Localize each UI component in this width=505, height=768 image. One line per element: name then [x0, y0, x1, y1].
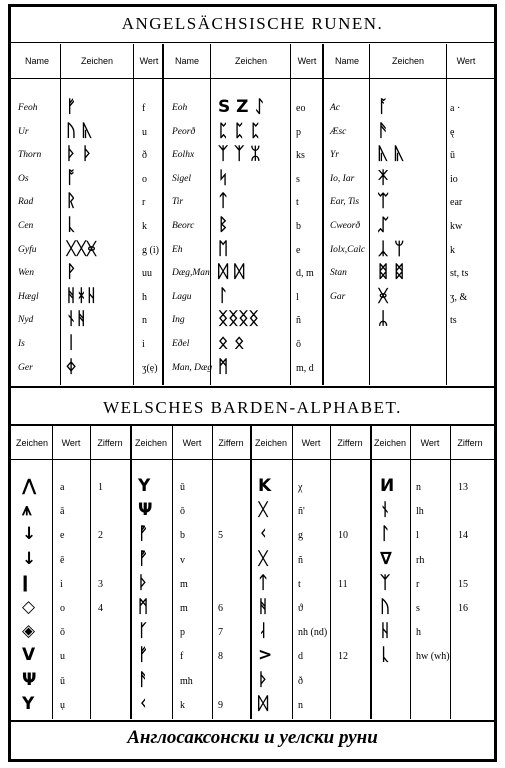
bard-glyph: ᚢ: [380, 597, 391, 617]
rune-glyph: S Z ᛇ: [218, 97, 265, 117]
rune-value: o: [142, 173, 147, 185]
rune-value: ear: [450, 197, 463, 209]
rune-value: g (i): [142, 244, 159, 256]
bard-glyph: ᚻ: [258, 597, 269, 617]
rune-glyph: ᚪ: [378, 97, 389, 117]
rune-name: Rad: [18, 197, 34, 208]
column-divider: [292, 426, 293, 719]
divider: [10, 459, 495, 460]
rune-name: Gyfu: [18, 244, 37, 255]
rune-name: Ger: [18, 362, 33, 373]
column-divider: [450, 426, 451, 719]
bard-value: s: [416, 603, 420, 614]
bard-value: v: [180, 554, 185, 566]
column-header: Zeichen: [80, 56, 114, 66]
rune-name: Beorc: [172, 221, 195, 231]
rune-glyph: ᚾᚻ: [66, 309, 87, 330]
rune-name: Æsc: [330, 126, 347, 137]
bard-value: p: [180, 627, 185, 639]
rune-value: io: [450, 173, 458, 185]
rune-value: p: [296, 126, 301, 138]
rune-name: Thorn: [18, 150, 42, 161]
bard-value: f: [180, 651, 184, 663]
bard-value: e: [60, 530, 65, 542]
bard-value: i: [60, 578, 63, 590]
bard-value: r: [416, 578, 420, 590]
rune-name: Feoh: [18, 103, 38, 113]
rune-value: ks: [296, 150, 305, 162]
bard-glyph: ᛚ: [380, 524, 391, 545]
rune-name: Peorð: [172, 126, 196, 137]
bard-glyph: ᚷ: [258, 500, 269, 521]
rune-glyph: ᛗ: [218, 356, 229, 377]
bard-glyph: ᚳ: [380, 645, 391, 666]
rune-name: Ac: [330, 103, 341, 113]
rune-value: ʒ(ẹ): [142, 362, 158, 374]
column-header: Wert: [182, 438, 202, 448]
bard-glyph: ᛏ: [258, 572, 269, 593]
divider: [10, 42, 495, 43]
rune-name: Cen: [18, 221, 34, 231]
column-header: Zeichen: [134, 438, 168, 448]
rune-value: k: [142, 221, 147, 232]
column-header: Zeichen: [254, 438, 288, 448]
rune-value: a ·: [450, 103, 461, 114]
bard-glyph: ᚡ: [138, 548, 149, 569]
bard-value: ñ: [298, 554, 303, 566]
bard-number: 5: [218, 530, 223, 542]
rune-glyph: ᛄ: [66, 356, 77, 377]
column-header: Name: [24, 56, 49, 66]
bard-number: 3: [98, 578, 103, 590]
rune-glyph: ᚦ ᚦ: [66, 144, 93, 165]
bard-value: n: [416, 482, 421, 493]
bard-number: 8: [218, 651, 223, 663]
rune-glyph: ᛚ: [218, 285, 229, 306]
column-header: Wert: [61, 438, 81, 448]
rune-name: Os: [18, 173, 29, 184]
bard-value: χ: [298, 482, 303, 493]
rune-glyph: ᛟ ᛟ: [218, 333, 245, 353]
rune-glyph: ᚢ ᚣ: [66, 120, 93, 141]
column-divider: [162, 44, 164, 385]
column-header: Name: [334, 56, 359, 66]
rune-name: Eh: [172, 244, 183, 255]
rune-glyph: ᛉ ᛉ ᛯ: [218, 144, 261, 165]
rune-glyph: ᚱ: [66, 191, 77, 212]
bard-value: l: [416, 530, 419, 542]
rune-value: d, m: [296, 268, 314, 280]
column-divider: [172, 426, 173, 719]
bard-glyph: ∇: [380, 548, 392, 569]
rune-value: b: [296, 221, 301, 232]
bard-value: mh: [180, 675, 193, 687]
bard-glyph: ᚠ: [138, 645, 149, 666]
column-header: Wert: [456, 56, 476, 66]
bard-value: k: [180, 699, 185, 711]
rune-glyph: ᛦ: [378, 309, 389, 330]
rune-glyph: ᛁ: [66, 333, 77, 353]
rune-glyph: ᚣ ᚣ: [378, 144, 405, 165]
bard-glyph: Y: [138, 476, 151, 496]
bard-glyph: ᚾ: [380, 500, 391, 521]
bard-value: ϑ: [298, 603, 303, 614]
column-header: Wert: [297, 56, 317, 66]
rune-name: Iolx,Calc: [330, 244, 366, 255]
bard-number: 10: [338, 530, 348, 542]
bard-value: ā: [60, 506, 65, 518]
bard-glyph: ↓: [22, 548, 37, 569]
bard-number: 9: [218, 699, 223, 711]
rune-value: ʒ, &: [450, 291, 468, 303]
bard-glyph: ǀ: [22, 572, 29, 593]
bard-value: d: [298, 651, 303, 663]
column-header: Zeichen: [391, 56, 425, 66]
rune-value: m, d: [296, 362, 314, 374]
column-divider: [446, 44, 447, 385]
bard-number: 15: [458, 578, 468, 590]
bard-glyph: ᚲ: [138, 693, 149, 714]
rune-name: Cweorð: [330, 221, 361, 231]
rune-name: Eoh: [172, 103, 188, 113]
column-header: Zeichen: [373, 438, 407, 448]
column-divider: [290, 44, 291, 385]
bard-number: 2: [98, 530, 103, 542]
bard-value: ē: [60, 554, 65, 566]
bard-glyph: И: [380, 476, 395, 496]
bard-glyph: ◇: [22, 597, 36, 617]
bard-value: b: [180, 530, 185, 542]
anglo-title: ANGELSÄCHSISCHE RUNEN.: [121, 14, 384, 33]
rune-glyph: ᛥ ᛥ: [378, 262, 405, 283]
bard-glyph: V: [22, 645, 36, 666]
bard-glyph: >: [258, 645, 273, 666]
bard-number: 13: [458, 482, 468, 493]
rune-name: Gar: [330, 291, 346, 302]
bard-glyph: ᚦ: [138, 572, 149, 593]
divider: [10, 424, 495, 426]
rune-value: f: [142, 103, 146, 114]
bard-glyph: ᛞ: [258, 693, 269, 714]
rune-glyph: ᚷᚷᚸ: [66, 238, 97, 259]
column-divider: [370, 426, 372, 719]
column-divider: [130, 426, 132, 719]
column-header: Wert: [139, 56, 159, 66]
rune-glyph: ᛣ ᛘ: [378, 238, 405, 259]
rune-value: l: [296, 291, 299, 303]
column-divider: [330, 426, 331, 719]
bard-glyph: ᚦ: [258, 669, 269, 690]
column-header: Ziffern: [457, 438, 483, 448]
rune-glyph: ᛞ ᛞ: [218, 262, 245, 283]
column-divider: [212, 426, 213, 719]
divider: [10, 78, 495, 79]
column-divider: [133, 44, 134, 385]
bard-glyph: ᛗ: [138, 597, 149, 617]
rune-glyph: ᚳ: [66, 215, 77, 235]
bard-number: 4: [98, 603, 103, 614]
rune-name: Dæg,Man: [172, 268, 210, 279]
rune-value: st, ts: [450, 268, 469, 280]
rune-glyph: ᛡ: [378, 167, 389, 188]
column-header: Wert: [420, 438, 440, 448]
rune-value: r: [142, 197, 146, 209]
welsh-title: WELSCHES BARDEN-ALPHABET.: [103, 398, 402, 417]
bard-glyph: ᚡ: [138, 524, 149, 545]
rune-value: eo: [296, 103, 306, 114]
rune-value: ō: [296, 339, 301, 350]
bard-number: 7: [218, 627, 223, 639]
rune-value: t: [296, 197, 299, 209]
bard-number: 6: [218, 603, 223, 614]
rune-value: ñ: [296, 315, 301, 327]
bard-number: 14: [458, 530, 468, 542]
caption: Англосаксонски и уелски руни: [127, 727, 378, 748]
column-divider: [369, 44, 370, 385]
rune-name: Eðel: [172, 339, 190, 349]
rune-glyph: ᛈ ᛈ ᛈ: [218, 120, 261, 141]
rune-name: Sigel: [172, 173, 191, 184]
bard-value: g: [298, 530, 303, 542]
bard-value: a: [60, 482, 65, 493]
bard-glyph: Ψ: [22, 669, 37, 690]
rune-name: Lagu: [172, 291, 192, 302]
bard-glyph: ᚲ: [258, 524, 269, 545]
rune-name: Is: [18, 339, 25, 349]
rune-value: h: [142, 291, 147, 303]
rune-glyph: ᛒ: [218, 215, 229, 235]
rune-name: Io, Iar: [330, 173, 355, 184]
column-divider: [322, 44, 324, 385]
rune-value: e: [296, 244, 301, 256]
bard-value: t: [298, 578, 301, 590]
column-header: Ziffern: [97, 438, 123, 448]
divider: [10, 386, 495, 388]
rune-name: Eolhx: [172, 150, 195, 161]
bard-number: 16: [458, 603, 468, 614]
rune-name: Hægl: [18, 291, 39, 302]
rune-value: ū: [450, 150, 455, 162]
bard-value: ū: [60, 675, 65, 687]
rune-glyph: ᚸ: [378, 285, 389, 306]
bard-number: 11: [338, 578, 348, 590]
rune-glyph: ᛠ: [378, 191, 389, 212]
bard-glyph: ᚺ: [380, 621, 391, 642]
rune-glyph: ᚩ: [66, 167, 77, 188]
column-header: Ziffern: [218, 438, 244, 448]
column-header: Wert: [301, 438, 321, 448]
rune-value: ę: [450, 126, 455, 138]
rune-value: s: [296, 173, 300, 185]
column-divider: [410, 426, 411, 719]
page-frame: [8, 4, 497, 762]
rune-glyph: ᚫ: [378, 120, 389, 141]
bard-glyph: ⋀: [22, 476, 37, 496]
rune-glyph: ᛋ: [218, 167, 229, 188]
bard-value: ō: [60, 627, 65, 639]
bard-glyph: ᛉ: [380, 572, 391, 593]
rune-glyph: ᛢ: [378, 215, 389, 235]
bard-value: h: [416, 627, 421, 639]
bard-glyph: ᛆ: [258, 621, 269, 642]
column-header: Name: [174, 56, 199, 66]
bard-number: 1: [98, 482, 103, 493]
bard-value: ụ: [60, 699, 65, 711]
bard-glyph: ᚷ: [258, 548, 269, 569]
bard-value: ð: [298, 675, 303, 687]
rune-value: ð: [142, 150, 147, 162]
bard-value: hw (wh): [416, 651, 450, 663]
bard-value: m: [180, 603, 188, 614]
rune-value: kw: [450, 221, 463, 232]
rune-value: i: [142, 339, 145, 350]
rune-name: Stan: [330, 268, 347, 279]
bard-glyph: Ψ: [138, 500, 153, 521]
rune-value: ts: [450, 315, 457, 327]
rune-glyph: ᛏ: [218, 191, 229, 212]
bard-glyph: ᚨ: [138, 669, 149, 690]
rune-glyph: ᛖ: [218, 238, 229, 259]
bard-value: lh: [416, 506, 424, 518]
rune-name: Yr: [330, 150, 339, 161]
bard-number: 12: [338, 651, 348, 663]
bard-glyph: Y: [22, 693, 35, 714]
bard-value: m: [180, 578, 188, 590]
column-header: Zeichen: [234, 56, 268, 66]
bard-value: ō: [180, 506, 185, 518]
bard-value: n: [298, 699, 303, 711]
column-divider: [52, 426, 53, 719]
rune-name: Wen: [18, 268, 35, 279]
bard-value: rh: [416, 554, 425, 566]
rune-name: Ing: [172, 315, 185, 326]
rune-name: Man, Dæg: [172, 362, 213, 373]
bard-value: ū: [180, 482, 185, 493]
rune-name: Ear, Tis: [330, 197, 360, 208]
rune-name: Ur: [18, 126, 29, 137]
column-divider: [60, 44, 61, 385]
rune-value: u: [142, 126, 147, 138]
rune-value: uu: [142, 268, 152, 280]
bard-glyph: ᚴ: [138, 621, 149, 642]
bard-value: o: [60, 603, 65, 614]
rune-name: Nyd: [18, 315, 34, 326]
bard-value: u: [60, 651, 65, 663]
column-divider: [90, 426, 91, 719]
bard-value: nh (nd): [298, 627, 328, 639]
rune-value: k: [450, 244, 455, 256]
bard-glyph: K: [258, 476, 272, 496]
bard-value: ñ': [298, 506, 305, 518]
rune-name: Tir: [172, 197, 184, 208]
rune-glyph: ᚹ: [66, 262, 77, 283]
rune-value: n: [142, 315, 147, 327]
bard-glyph: ↓: [22, 524, 37, 545]
column-divider: [250, 426, 252, 719]
bard-glyph: ◈: [22, 621, 36, 642]
bard-glyph: ⩚: [22, 500, 32, 521]
rune-glyph: ᚠ: [66, 97, 77, 117]
divider: [10, 720, 495, 722]
rune-glyph: ᛝᛝᛝᛝ: [218, 309, 259, 330]
rune-glyph: ᚻᚼᚺ: [66, 285, 97, 306]
column-header: Ziffern: [337, 438, 363, 448]
column-divider: [210, 44, 211, 385]
column-header: Zeichen: [15, 438, 49, 448]
